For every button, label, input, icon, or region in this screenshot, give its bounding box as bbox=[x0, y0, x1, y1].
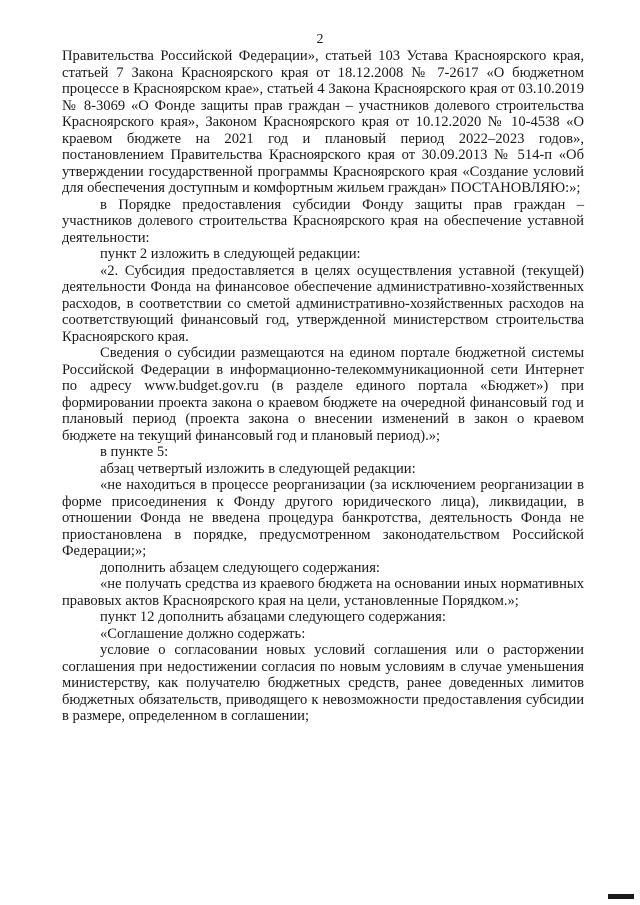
paragraph: пункт 12 дополнить абзацами следующего содержания: bbox=[100, 609, 446, 625]
paragraph: дополнить абзацем следующего содержания: bbox=[100, 559, 380, 576]
paragraph: пункт 2 изложить в следующей редакции: bbox=[100, 246, 361, 262]
paragraph: абзац четвертый изложить в следующей редакции: bbox=[100, 460, 416, 477]
scan-edge-mark bbox=[608, 894, 634, 899]
paragraph: «не получать средства из краевого бюджета на основании иных нормативных правовых актов Красноярского края на цели, установленные Порядком.»; bbox=[62, 576, 584, 609]
paragraph: «2. Субсидия предоставляется в целях осуществления уставной (текущей) деятельности Фонда на финансовое обеспечение административно-хозяйственных расходов, в соответствии со сметой административно-хозяйственных расходов на соответствующий финансовый год, утвержденной министерством строительства Красноярского края. bbox=[62, 262, 584, 345]
paragraph: Сведения о субсидии размещаются на едином портале бюджетной системы Российской Федерации в информационно-телекоммуникационной сети Интернет по адресу www.budget.gov.ru (в разделе единого портала «Бюджет») при формировании проекта закона о краевом бюджете на очередной финансовый год и плановый период (проекта закона о внесении изменений в закон о краевом бюджете на текущий финансовый год и плановый период).»; bbox=[62, 345, 584, 444]
paragraph: условие о согласовании новых условий соглашения или о расторжении соглашения при недостижении согласия по новым условиям в случае уменьшения министерству, как получателю бюджетных средств, ранее доведенных лимитов бюджетных обязательств, приводящего к невозможности предоставления субсидии в размере, определенном в соглашении; bbox=[62, 642, 584, 724]
paragraph: Правительства Российской Федерации», статьей 103 Устава Красноярского края, статьей 7 Закона Красноярского края от 18.12.2008 № 7-2617 «О бюджетном процессе в Красноярском крае», статьей 4 Закона Красноярского края от 03.10.2019 № 8-3069 «О Фонде защиты прав граждан – участников долевого строительства Красноярского края», Законом Красноярского края от 10.12.2020 № 10-4538 «О краевом бюджете на 2021 год и плановый период 2022–2023 годов», постановлением Правительства Красноярского края от 30.09.2013 № 514-п «Об утверждении государственной программы Красноярского края «Создание условий для обеспечения доступным и комфортным жильем граждан» ПОСТАНОВЛЯЮ:»; bbox=[62, 48, 584, 196]
paragraph: «Соглашение должно содержать: bbox=[100, 625, 306, 642]
paragraph: «не находиться в процессе реорганизации (за исключением реорганизации в форме присоединения к Фонду другого юридического лица), ликвидации, в отношении Фонда не введена процедура банкротства, деятельность Фонда не приостановлена в порядке, предусмотренном законодательством Российской Федерации;»; bbox=[62, 477, 584, 559]
document-body bbox=[62, 48, 584, 725]
page-number: 2 bbox=[316, 32, 324, 47]
paragraph: в Порядке предоставления субсидии Фонду защиты прав граждан – участников долевого строительства Красноярского края на обеспечение уставной деятельности: bbox=[62, 196, 584, 246]
paragraph: в пункте 5: bbox=[100, 444, 169, 460]
